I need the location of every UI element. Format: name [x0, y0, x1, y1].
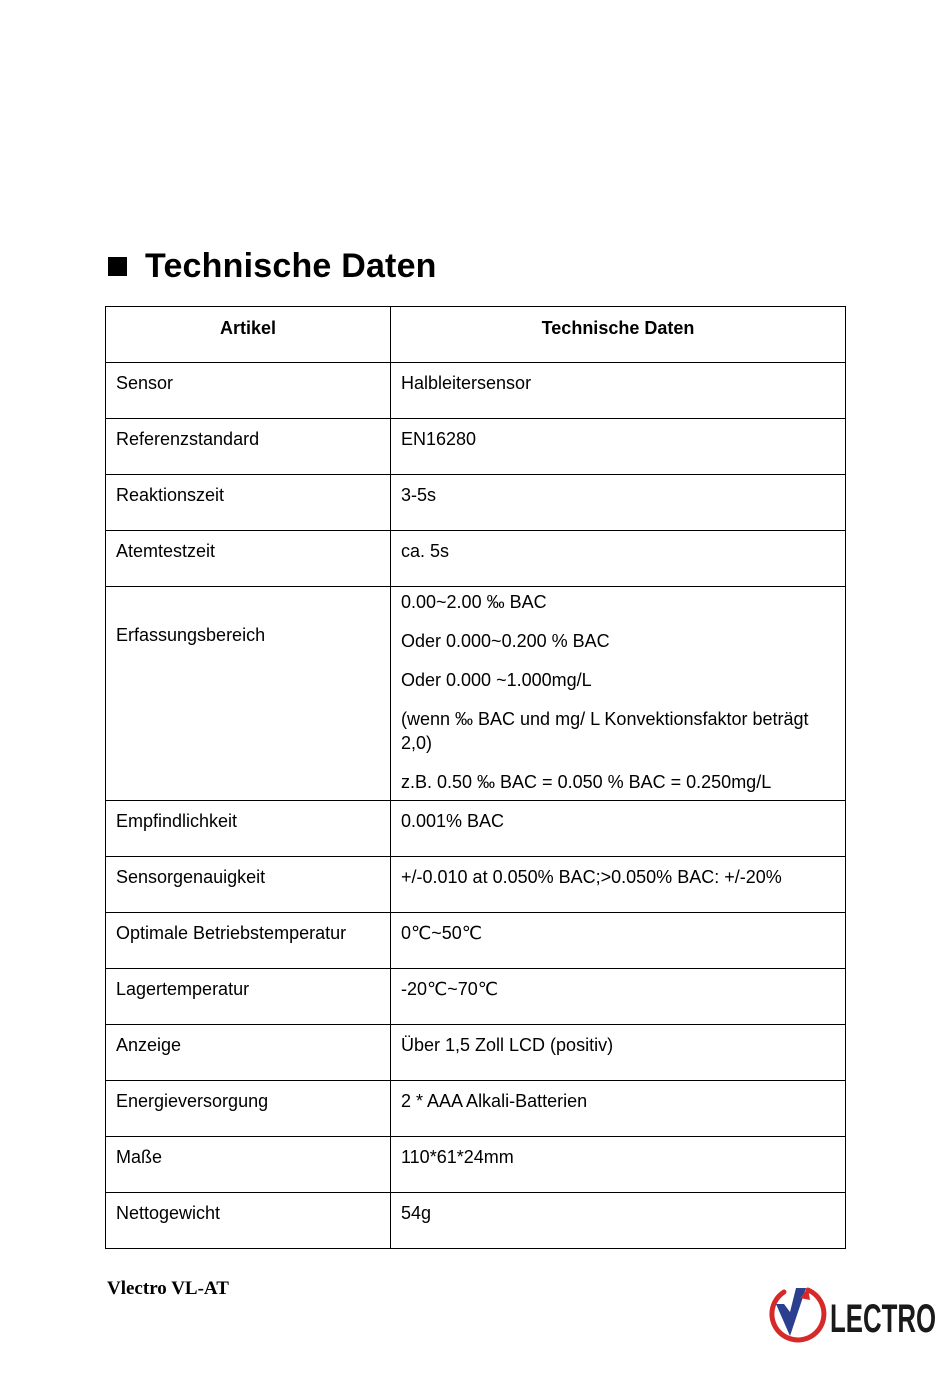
spec-value: Über 1,5 Zoll LCD (positiv)	[391, 1025, 846, 1081]
spec-value	[391, 587, 846, 801]
spec-value: 2 * AAA Alkali-Batterien	[391, 1081, 846, 1137]
spec-label: Optimale Betriebstemperatur	[106, 913, 391, 969]
svg-text:LECTRO: LECTRO	[830, 1297, 936, 1341]
spec-label: Atemtestzeit	[106, 531, 391, 587]
specifications-table	[105, 306, 846, 1249]
spec-value-line: Oder 0.000~0.200 % BAC	[401, 631, 610, 651]
spec-value-line: (wenn ‰ BAC und mg/ L Konvektionsfaktor beträgt 2,0)	[401, 709, 809, 753]
spec-value: 3-5s	[391, 475, 846, 531]
spec-value-line: Oder 0.000 ~1.000mg/L	[401, 670, 592, 690]
table-row	[106, 363, 846, 419]
table-row	[106, 1193, 846, 1249]
spec-value: Halbleitersensor	[391, 363, 846, 419]
spec-label: Energieversorgung	[106, 1081, 391, 1137]
spec-label: Erfassungsbereich	[106, 587, 391, 801]
table-body	[106, 363, 846, 1249]
table-row	[106, 531, 846, 587]
table-row	[106, 1025, 846, 1081]
column-header-specs: Technische Daten	[391, 307, 846, 363]
spec-label: Maße	[106, 1137, 391, 1193]
spec-value: 0.001% BAC	[391, 801, 846, 857]
footer-model: Vlectro VL-AT	[107, 1278, 229, 1299]
spec-label: Reaktionszeit	[106, 475, 391, 531]
table-row	[106, 1081, 846, 1137]
spec-value: EN16280	[391, 419, 846, 475]
table-row	[106, 969, 846, 1025]
spec-label: Nettogewicht	[106, 1193, 391, 1249]
table-row	[106, 1137, 846, 1193]
vlectro-logo	[762, 1282, 940, 1346]
spec-label: Sensor	[106, 363, 391, 419]
section-title: Technische Daten	[145, 246, 437, 285]
spec-value: -20℃~70℃	[391, 969, 846, 1025]
spec-label: Referenzstandard	[106, 419, 391, 475]
spec-label: Lagertemperatur	[106, 969, 391, 1025]
table-row	[106, 475, 846, 531]
spec-value: 0℃~50℃	[391, 913, 846, 969]
spec-label: Sensorgenauigkeit	[106, 857, 391, 913]
spec-value-line: z.B. 0.50 ‰ BAC = 0.050 % BAC = 0.250mg/L	[401, 772, 772, 792]
table-header-row	[106, 307, 846, 363]
spec-value: 54g	[391, 1193, 846, 1249]
square-bullet-icon	[108, 257, 127, 276]
column-header-article: Artikel	[106, 307, 391, 363]
table-row	[106, 419, 846, 475]
table-row	[106, 913, 846, 969]
spec-value: +/-0.010 at 0.050% BAC;>0.050% BAC: +/-20%	[391, 857, 846, 913]
spec-label: Anzeige	[106, 1025, 391, 1081]
table-row	[106, 587, 846, 801]
spec-value: ca. 5s	[391, 531, 846, 587]
spec-value-line: 0.00~2.00 ‰ BAC	[401, 592, 547, 612]
spec-label: Empfindlichkeit	[106, 801, 391, 857]
spec-value: 110*61*24mm	[391, 1137, 846, 1193]
table-row	[106, 801, 846, 857]
section-heading	[108, 244, 437, 288]
table-row	[106, 857, 846, 913]
